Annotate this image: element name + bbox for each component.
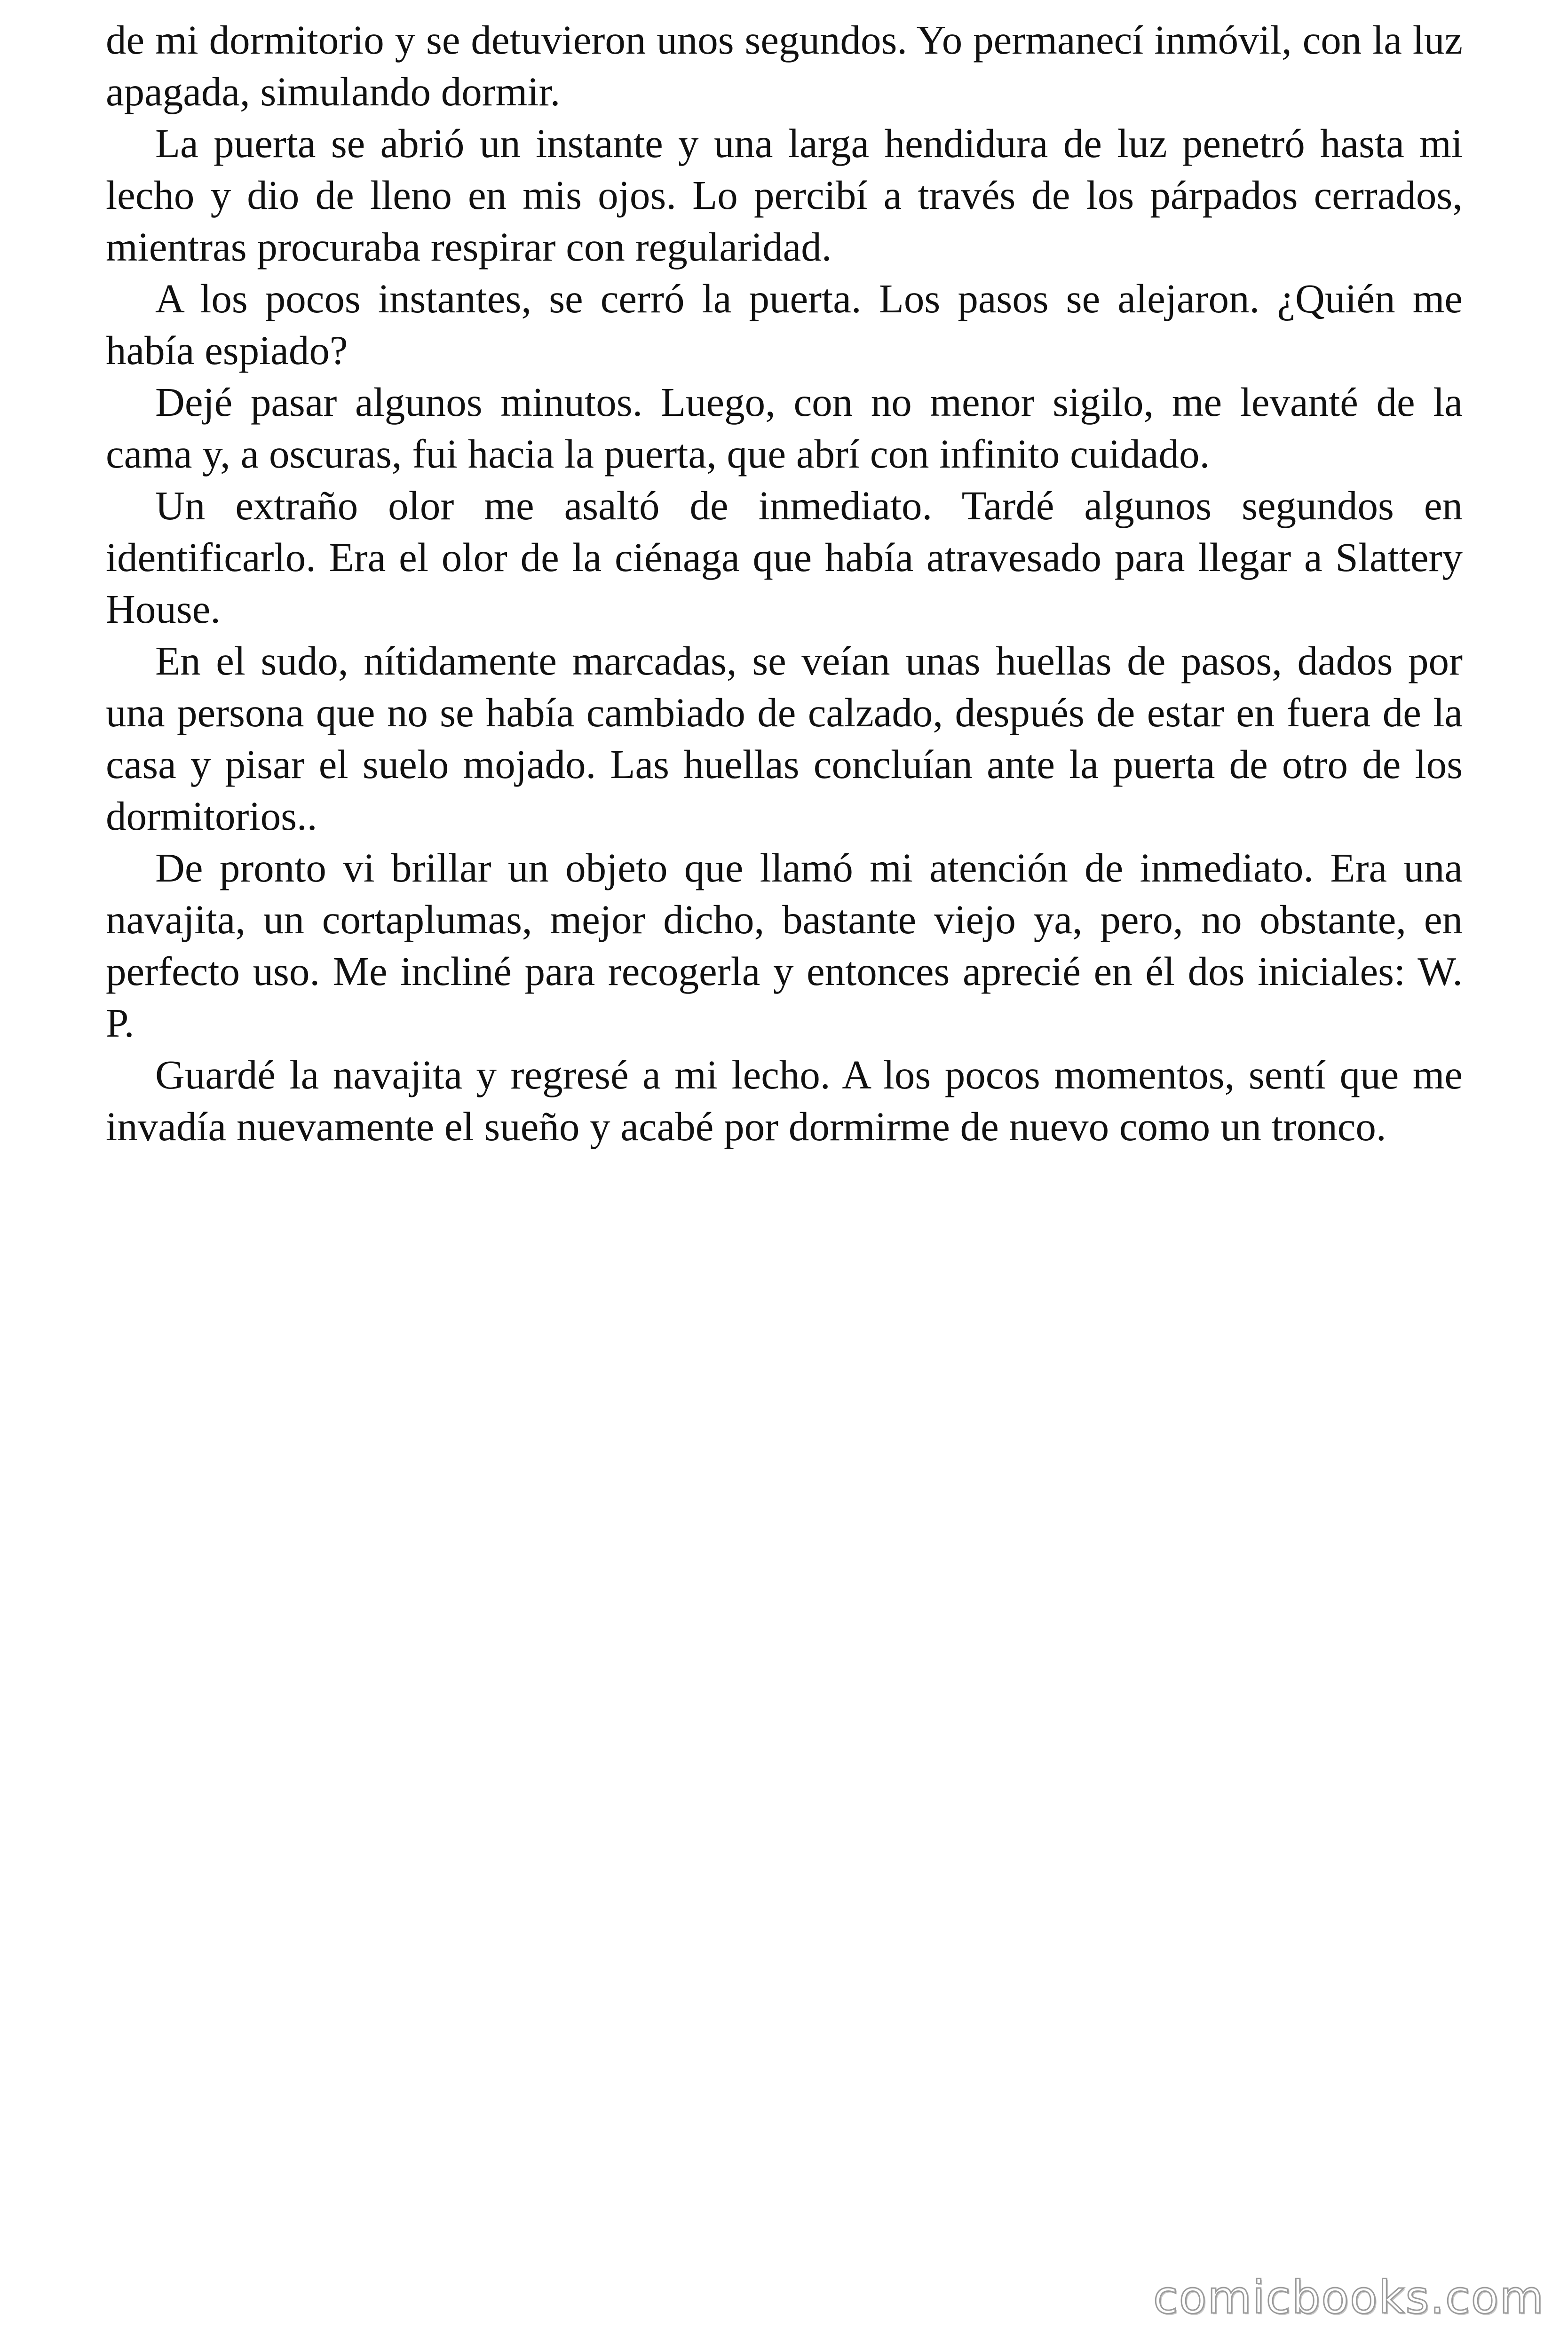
body-text — [106, 14, 1463, 1152]
paragraph: Guardé la navajita y regresé a mi lecho. A los pocos momentos, sentí que me invadía nuevamente el sueño y acabé por dormirme de nuevo como un tronco. — [106, 1052, 1463, 1149]
paragraph: En el sudo, nítidamente marcadas, se veían unas huellas de pasos, dados por una persona que no se había cambiado de calzado, después de estar en fuera de la casa y pisar el suelo mojado. Las huellas concluían ante la puerta de otro de los dormitorios.. — [106, 638, 1463, 839]
paragraph: de mi dormitorio y se detuvieron unos segundos. Yo permanecí inmóvil, con la luz apagada, simulando dormir. — [106, 17, 1463, 114]
paragraph: Dejé pasar algunos minutos. Luego, con no menor sigilo, me levanté de la cama y, a oscuras, fui hacia la puerta, que abrí con infinito cuidado. — [106, 379, 1463, 477]
paragraph: A los pocos instantes, se cerró la puerta. Los pasos se alejaron. ¿Quién me había espiado? — [106, 276, 1463, 373]
paragraph: De pronto vi brillar un objeto que llamó mi atención de inmediato. Era una navajita, un cortaplumas, mejor dicho, bastante viejo ya, pero, no obstante, en perfecto uso. Me incliné para recogerla y entonces aprecié en él dos iniciales: W. P. — [106, 845, 1463, 1046]
watermark: comicbooks.com — [1153, 2271, 1544, 2324]
paragraph: La puerta se abrió un instante y una larga hendidura de luz penetró hasta mi lecho y dio de lleno en mis ojos. Lo percibí a través de los párpados cerrados, mientras procuraba respirar con regularidad. — [106, 120, 1463, 270]
paragraph: Un extraño olor me asaltó de inmediato. Tardé algunos segundos en identificarlo. Era el olor de la ciénaga que había atravesado para llegar a Slattery House. — [106, 483, 1463, 632]
